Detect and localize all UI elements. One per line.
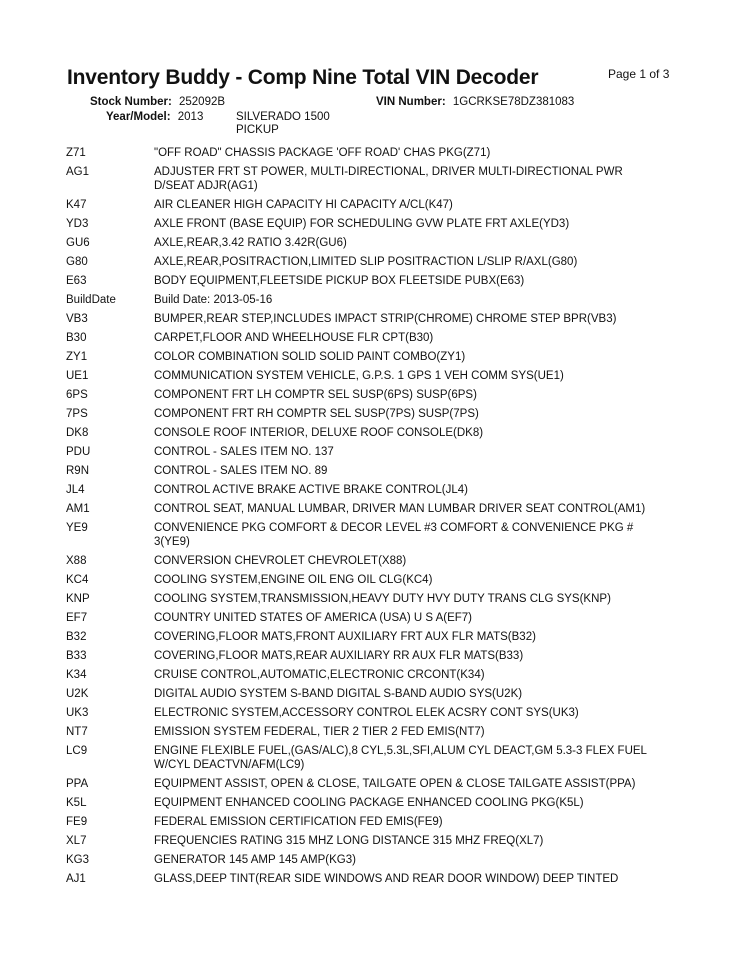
option-description: BODY EQUIPMENT,FLEETSIDE PICKUP BOX FLEETSIDE PUBX(E63) <box>154 275 525 287</box>
option-row <box>66 293 706 307</box>
option-description: AXLE,REAR,3.42 RATIO 3.42R(GU6) <box>154 237 347 249</box>
option-code: DK8 <box>66 427 89 439</box>
option-description: "OFF ROAD" CHASSIS PACKAGE 'OFF ROAD' CHAS PKG(Z71) <box>154 147 491 159</box>
page-number: Page 1 of 3 <box>608 67 670 81</box>
option-code: KG3 <box>66 854 90 866</box>
option-row <box>66 445 706 459</box>
option-code: GU6 <box>66 237 90 249</box>
option-code: KC4 <box>66 574 89 586</box>
option-description: EQUIPMENT ASSIST, OPEN & CLOSE, TAILGATE OPEN & CLOSE TAILGATE ASSIST(PPA) <box>154 778 636 790</box>
option-row <box>66 146 706 160</box>
option-description: COMPONENT FRT RH COMPTR SEL SUSP(7PS) SUSP(7PS) <box>154 408 479 420</box>
option-code: G80 <box>66 256 88 268</box>
option-code: UE1 <box>66 370 89 382</box>
option-description: COLOR COMBINATION SOLID SOLID PAINT COMBO(ZY1) <box>154 351 466 363</box>
option-description: Build Date: 2013-05-16 <box>154 294 273 306</box>
option-row <box>66 312 706 326</box>
option-code: Z71 <box>66 147 86 159</box>
option-code: B30 <box>66 332 87 344</box>
option-description: COOLING SYSTEM,TRANSMISSION,HEAVY DUTY HVY DUTY TRANS CLG SYS(KNP) <box>154 593 611 605</box>
page-title: Inventory Buddy - Comp Nine Total VIN Decoder <box>67 66 539 89</box>
option-row <box>66 872 706 886</box>
option-description: COMMUNICATION SYSTEM VEHICLE, G.P.S. 1 GPS 1 VEH COMM SYS(UE1) <box>154 370 564 382</box>
option-code: BuildDate <box>66 294 116 306</box>
option-row <box>66 744 706 772</box>
option-code: AG1 <box>66 166 90 178</box>
option-row <box>66 407 706 421</box>
option-description: CONTROL - SALES ITEM NO. 137 <box>154 446 334 458</box>
option-code-list <box>66 146 706 891</box>
vin-number-field <box>376 96 574 108</box>
stock-number-field <box>90 96 225 108</box>
option-code: 6PS <box>66 389 88 401</box>
option-row <box>66 815 706 829</box>
option-row <box>66 369 706 383</box>
option-code: R9N <box>66 465 90 477</box>
option-code: VB3 <box>66 313 88 325</box>
year-value: 2013 <box>177 111 204 123</box>
option-code: UK3 <box>66 707 89 719</box>
option-code: AM1 <box>66 503 90 515</box>
stock-number-value: 252092B <box>179 96 226 108</box>
option-description: COUNTRY UNITED STATES OF AMERICA (USA) U S A(EF7) <box>154 612 472 624</box>
option-row <box>66 165 706 193</box>
option-description: AIR CLEANER HIGH CAPACITY HI CAPACITY A/CL(K47) <box>154 199 453 211</box>
option-row <box>66 274 706 288</box>
option-row <box>66 554 706 568</box>
stock-number-label: Stock Number: <box>90 96 172 108</box>
vin-number-label: VIN Number: <box>376 96 446 108</box>
option-description: CRUISE CONTROL,AUTOMATIC,ELECTRONIC CRCONT(K34) <box>154 669 485 681</box>
option-description: BUMPER,REAR STEP,INCLUDES IMPACT STRIP(CHROME) CHROME STEP BPR(VB3) <box>154 313 617 325</box>
option-description: EQUIPMENT ENHANCED COOLING PACKAGE ENHANCED COOLING PKG(K5L) <box>154 797 584 809</box>
option-row <box>66 331 706 345</box>
option-row <box>66 350 706 364</box>
option-row <box>66 834 706 848</box>
option-description: CONTROL - SALES ITEM NO. 89 <box>154 465 328 477</box>
option-row <box>66 611 706 625</box>
option-row <box>66 630 706 644</box>
option-code: X88 <box>66 555 87 567</box>
option-row <box>66 668 706 682</box>
option-description: COVERING,FLOOR MATS,FRONT AUXILIARY FRT AUX FLR MATS(B32) <box>154 631 536 643</box>
option-code: LC9 <box>66 745 88 757</box>
option-description: CARPET,FLOOR AND WHEELHOUSE FLR CPT(B30) <box>154 332 434 344</box>
option-code: XL7 <box>66 835 87 847</box>
option-code: YD3 <box>66 218 89 230</box>
option-description: GLASS,DEEP TINT(REAR SIDE WINDOWS AND REAR DOOR WINDOW) DEEP TINTED <box>154 873 619 885</box>
option-row <box>66 236 706 250</box>
option-code: JL4 <box>66 484 85 496</box>
option-row <box>66 725 706 739</box>
option-description: FREQUENCIES RATING 315 MHZ LONG DISTANCE 315 MHZ FREQ(XL7) <box>154 835 544 847</box>
option-description: COMPONENT FRT LH COMPTR SEL SUSP(6PS) SUSP(6PS) <box>154 389 477 401</box>
option-row <box>66 706 706 720</box>
model-value: SILVERADO 1500 PICKUP <box>236 111 330 136</box>
option-code: YE9 <box>66 522 88 534</box>
option-code: U2K <box>66 688 89 700</box>
option-row <box>66 502 706 516</box>
option-code: PPA <box>66 778 89 790</box>
option-code: B33 <box>66 650 87 662</box>
option-description: ENGINE FLEXIBLE FUEL,(GAS/ALC),8 CYL,5.3L,SFI,ALUM CYL DEACT,GM 5.3-3 FLEX FUEL W/CYL DEACTVN/AFM(LC9) <box>154 745 647 771</box>
option-description: AXLE FRONT (BASE EQUIP) FOR SCHEDULING GVW PLATE FRT AXLE(YD3) <box>154 218 570 230</box>
option-description: ELECTRONIC SYSTEM,ACCESSORY CONTROL ELEK ACSRY CONT SYS(UK3) <box>154 707 579 719</box>
option-description: COVERING,FLOOR MATS,REAR AUXILIARY RR AUX FLR MATS(B33) <box>154 650 524 662</box>
option-description: CONSOLE ROOF INTERIOR, DELUXE ROOF CONSOLE(DK8) <box>154 427 484 439</box>
vin-number-value: 1GCRKSE78DZ381083 <box>452 96 575 108</box>
option-code: KNP <box>66 593 90 605</box>
option-code: EF7 <box>66 612 88 624</box>
option-description: DIGITAL AUDIO SYSTEM S-BAND DIGITAL S-BAND AUDIO SYS(U2K) <box>154 688 523 700</box>
option-description: ADJUSTER FRT ST POWER, MULTI-DIRECTIONAL, DRIVER MULTI-DIRECTIONAL PWR D/SEAT ADJR(AG1) <box>154 166 623 192</box>
option-row <box>66 217 706 231</box>
option-code: AJ1 <box>66 873 86 885</box>
option-row <box>66 796 706 810</box>
option-description: CONVERSION CHEVROLET CHEVROLET(X88) <box>154 555 407 567</box>
year-model-label: Year/Model: <box>106 111 171 123</box>
option-row <box>66 483 706 497</box>
option-row <box>66 464 706 478</box>
option-code: K5L <box>66 797 87 809</box>
option-row <box>66 573 706 587</box>
option-row <box>66 198 706 212</box>
option-code: K47 <box>66 199 87 211</box>
option-description: EMISSION SYSTEM FEDERAL, TIER 2 TIER 2 FED EMIS(NT7) <box>154 726 485 738</box>
option-code: FE9 <box>66 816 88 828</box>
option-description: CONTROL SEAT, MANUAL LUMBAR, DRIVER MAN LUMBAR DRIVER SEAT CONTROL(AM1) <box>154 503 646 515</box>
option-row <box>66 687 706 701</box>
option-row <box>66 777 706 791</box>
option-row <box>66 426 706 440</box>
option-row <box>66 255 706 269</box>
option-code: PDU <box>66 446 91 458</box>
option-description: AXLE,REAR,POSITRACTION,LIMITED SLIP POSITRACTION L/SLIP R/AXL(G80) <box>154 256 578 268</box>
option-code: NT7 <box>66 726 88 738</box>
option-description: GENERATOR 145 AMP 145 AMP(KG3) <box>154 854 356 866</box>
option-description: CONVENIENCE PKG COMFORT & DECOR LEVEL #3 COMFORT & CONVENIENCE PKG # 3(YE9) <box>154 522 634 548</box>
option-row <box>66 592 706 606</box>
option-row <box>66 388 706 402</box>
option-code: ZY1 <box>66 351 88 363</box>
option-row <box>66 649 706 663</box>
option-code: 7PS <box>66 408 88 420</box>
option-description: FEDERAL EMISSION CERTIFICATION FED EMIS(FE9) <box>154 816 443 828</box>
option-description: CONTROL ACTIVE BRAKE ACTIVE BRAKE CONTROL(JL4) <box>154 484 468 496</box>
year-model-field <box>106 111 203 123</box>
option-description: COOLING SYSTEM,ENGINE OIL ENG OIL CLG(KC4) <box>154 574 433 586</box>
option-row <box>66 853 706 867</box>
option-code: K34 <box>66 669 87 681</box>
option-row <box>66 521 706 549</box>
option-code: E63 <box>66 275 87 287</box>
option-code: B32 <box>66 631 87 643</box>
